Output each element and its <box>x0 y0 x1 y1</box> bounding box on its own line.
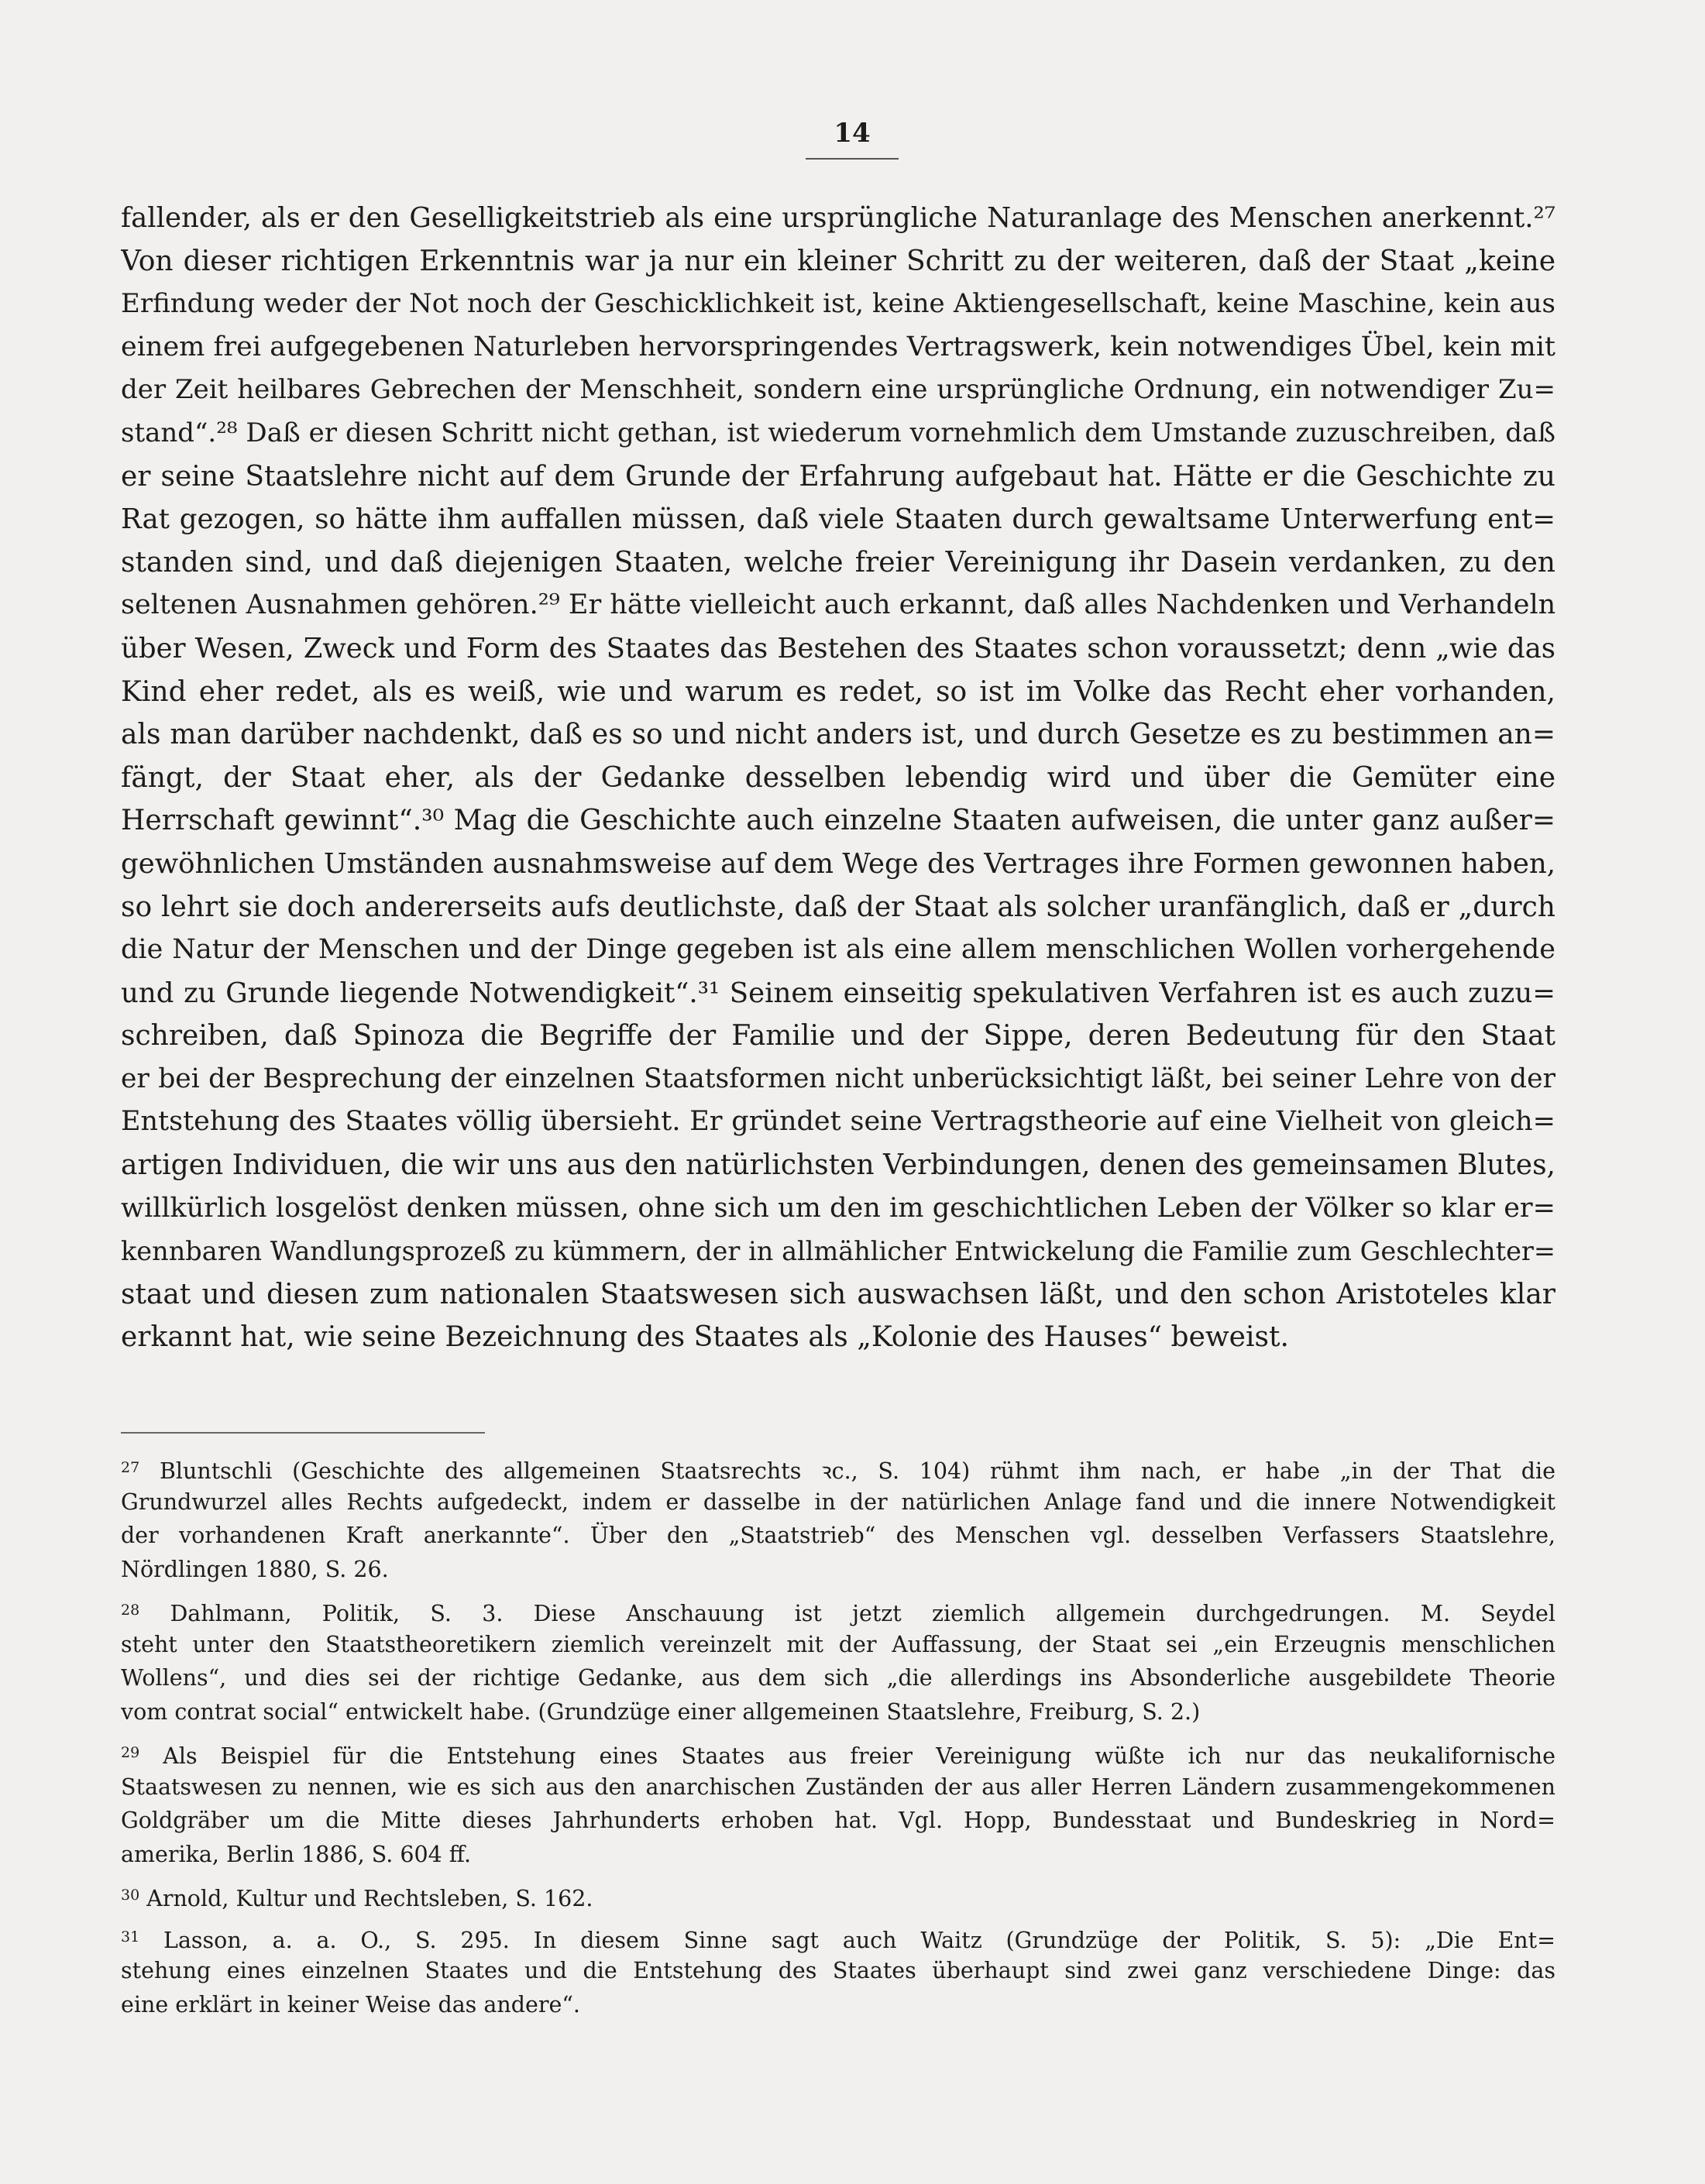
body-line: stand“.²⁸ Daß er diesen Schritt nicht gethan, ist wiederum vornehmlich dem Umstande zuzuschreiben, daß <box>121 417 1555 448</box>
body-line: Rat gezogen, so hätte ihm auffallen müssen, daß viele Staaten durch gewaltsame Unterwerfung ent= <box>121 503 1555 536</box>
footnote-line <box>121 1451 1555 1485</box>
body-line: über Wesen, Zweck und Form des Staates das Bestehen des Staates schon voraussetzt; denn „wie das <box>121 632 1555 664</box>
footnote-number: 29 <box>121 1744 140 1761</box>
body-line: standen sind, und daß diejenigen Staaten, welche freier Vereinigung ihr Dasein verdanken, zu den <box>121 546 1555 579</box>
footnote-number: 31 <box>121 1928 140 1945</box>
body-line: willkürlich losgelöst denken müssen, ohne sich um den im geschichtlichen Leben der Völker so klar er= <box>121 1192 1555 1224</box>
page-number: 14 <box>834 118 871 149</box>
body-line: Erfindung weder der Not noch der Geschicklichkeit ist, keine Aktiengesellschaft, keine Maschine, kein aus <box>121 288 1555 320</box>
body-line: der Zeit heilbares Gebrechen der Menschheit, sondern eine ursprüngliche Ordnung, ein notwendiger Zu= <box>121 374 1555 406</box>
footnote-29 <box>121 1736 1555 1871</box>
footnote-28 <box>121 1594 1555 1729</box>
footnote-30 <box>121 1879 1555 1913</box>
body-line: er bei der Besprechung der einzelnen Staatsformen nicht unberücksichtigt läßt, bei seiner Lehre von der <box>121 1063 1555 1094</box>
footnote-line: eine erklärt in keiner Weise das andere“. <box>121 1991 580 2017</box>
footnote-text: Arnold, Kultur und Rechtsleben, S. 162. <box>146 1886 593 1911</box>
body-line: kennbaren Wandlungsprozeß zu kümmern, der in allmählicher Entwickelung die Familie zum Geschlechter= <box>121 1236 1555 1267</box>
body-line: Herrschaft gewinnt“.³⁰ Mag die Geschichte auch einzelne Staaten aufweisen, die unter ganz außer= <box>121 805 1555 837</box>
footnote-line: Grundwurzel alles Rechts aufgedeckt, indem er dasselbe in der natürlichen Anlage fand und die innere Notwendigkeit <box>121 1489 1555 1515</box>
footnote-line <box>121 1879 1555 1913</box>
footnote-line: vom contrat social“ entwickelt habe. (Grundzüge einer allgemeinen Staatslehre, Freiburg, S. 2.) <box>121 1698 1201 1725</box>
body-line: als man darüber nachdenkt, daß es so und nicht anders ist, und durch Gesetze es zu bestimmen an= <box>121 719 1555 751</box>
body-line: so lehrt sie doch andererseits aufs deutlichste, daß der Staat als solcher uranfänglich, daß er „durch <box>121 891 1555 923</box>
body-line: Kind eher redet, als es weiß, wie und warum es redet, so ist im Volke das Recht eher vorhanden, <box>121 675 1555 708</box>
footnote-separator <box>121 1432 485 1434</box>
body-line: seltenen Ausnahmen gehören.²⁹ Er hätte vielleicht auch erkannt, daß alles Nachdenken und Verhandeln <box>121 589 1555 621</box>
body-line: schreiben, daß Spinoza die Begriffe der Familie und der Sippe, deren Bedeutung für den Staat <box>121 1020 1555 1053</box>
footnote-text: Bluntschli (Geschichte des allgemeinen Staatsrechts ꝛc., S. 104) rühmt ihm nach, er habe „in der That die <box>159 1458 1555 1484</box>
footnote-line <box>121 1921 1555 1955</box>
body-line: artigen Individuen, die wir uns aus den natürlichsten Verbindungen, denen des gemeinsamen Blutes, <box>121 1149 1555 1182</box>
body-line: die Natur der Menschen und der Dinge gegeben ist als eine allem menschlichen Wollen vorhergehende <box>121 934 1555 966</box>
footnote-31 <box>121 1921 1555 2022</box>
footnote-number: 28 <box>121 1602 140 1619</box>
body-line: fängt, der Staat eher, als der Gedanke desselben lebendig wird und über die Gemüter eine <box>121 761 1555 794</box>
body-line: staat und diesen zum nationalen Staatswesen sich auswachsen läßt, und den schon Aristoteles klar <box>121 1278 1555 1310</box>
footnote-line: Nördlingen 1880, S. 26. <box>121 1556 389 1582</box>
body-line: erkannt hat, wie seine Bezeichnung des Staates als „Kolonie des Hauses“ beweist. <box>121 1321 1289 1354</box>
body-line: Entstehung des Staates völlig übersieht. Er gründet seine Vertragstheorie auf eine Vielheit von gleich= <box>121 1106 1555 1138</box>
footnote-line: Staatswesen zu nennen, wie es sich aus den anarchischen Zuständen der aus aller Herren Ländern zusammengekommenen <box>121 1774 1555 1800</box>
footnote-line <box>121 1594 1555 1628</box>
footnote-line: Goldgräber um die Mitte dieses Jahrhunderts erhoben hat. Vgl. Hopp, Bundesstaat und Bundeskrieg in Nord= <box>121 1808 1555 1833</box>
body-line: und zu Grunde liegende Notwendigkeit“.³¹ Seinem einseitig spekulativen Verfahren ist es auch zuzu= <box>121 977 1555 1009</box>
footnote-line: amerika, Berlin 1886, S. 604 ff. <box>121 1841 472 1867</box>
body-line: Von dieser richtigen Erkenntnis war ja nur ein kleiner Schritt zu der weiteren, daß der Staat „keine <box>121 245 1555 277</box>
footnote-text: Lasson, a. a. O., S. 295. In diesem Sinne sagt auch Waitz (Grundzüge der Politik, S. 5): „Die Ent= <box>163 1927 1555 1953</box>
footnote-number: 27 <box>121 1459 140 1476</box>
footnote-line: Wollens“, und dies sei der richtige Gedanke, aus dem sich „die allerdings ins Absonderliche ausgebildete Theorie <box>121 1665 1555 1691</box>
body-line: einem frei aufgegebenen Naturleben hervorspringendes Vertragswerk, kein notwendiges Übel, kein mit <box>121 331 1555 362</box>
footnote-line <box>121 1736 1555 1770</box>
footnote-text: Als Beispiel für die Entstehung eines Staates aus freier Vereinigung wüßte ich nur das neukalifornische <box>163 1743 1555 1769</box>
body-line: gewöhnlichen Umständen ausnahmsweise auf dem Wege des Vertrages ihre Formen gewonnen haben, <box>121 847 1555 880</box>
footnote-line: steht unter den Staatstheoretikern ziemlich vereinzelt mit der Auffassung, der Staat sei „ein Erzeugnis menschlichen <box>121 1631 1555 1657</box>
body-line: fallender, als er den Geselligkeitstrieb als eine ursprüngliche Naturanlage des Menschen anerkennt.²⁷ <box>121 202 1555 234</box>
footnotes <box>121 1451 1555 2021</box>
page-number-rule <box>806 158 899 160</box>
footnote-text: Dahlmann, Politik, S. 3. Diese Anschauung ist jetzt ziemlich allgemein durchgedrungen. M. Seydel <box>170 1601 1555 1626</box>
footnote-number: 30 <box>121 1887 140 1904</box>
body-line: er seine Staatslehre nicht auf dem Grunde der Erfahrung aufgebaut hat. Hätte er die Geschichte zu <box>121 460 1555 493</box>
footnote-27 <box>121 1451 1555 1586</box>
footnote-line: stehung eines einzelnen Staates und die Entstehung des Staates überhaupt sind zwei ganz verschiedene Dinge: das <box>121 1958 1555 1983</box>
footnote-line: der vorhandenen Kraft anerkannte“. Über den „Staatstrieb“ des Menschen vgl. desselben Verfassers Staatslehre, <box>121 1523 1555 1548</box>
body-text <box>121 197 1555 1359</box>
